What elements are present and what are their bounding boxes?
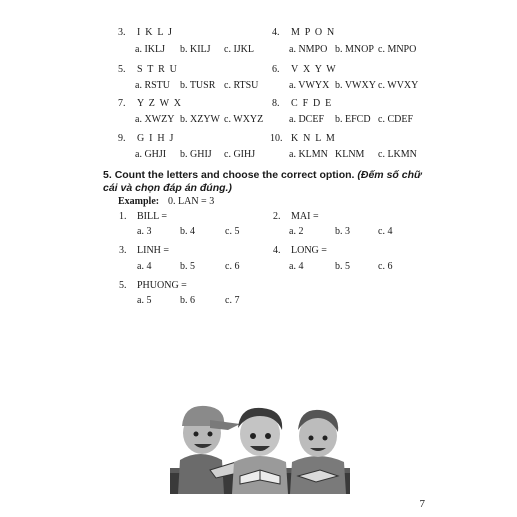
item-number: 3. — [118, 27, 126, 38]
option-b: KLNM — [335, 149, 365, 160]
item-number: 4. — [273, 245, 281, 256]
option-c: c. 6 — [378, 261, 393, 272]
section-number: 5. — [103, 169, 112, 181]
option-c: c. CDEF — [378, 114, 413, 125]
item-letters: S T R U — [137, 64, 179, 75]
option-a: a. 5 — [137, 295, 152, 306]
option-a: a. NMPO — [289, 44, 328, 55]
item-letters: C F D E — [291, 98, 333, 109]
option-b: b. XZYW — [180, 114, 220, 125]
item-word: LINH = — [137, 245, 170, 256]
item-letters: K N L M — [291, 133, 336, 144]
option-a: a. RSTU — [135, 80, 170, 91]
example-text: 0. LAN = 3 — [168, 196, 215, 207]
item-word: MAI = — [291, 211, 319, 222]
option-b: b. 5 — [180, 261, 195, 272]
item-number: 7. — [118, 98, 126, 109]
option-c: c. IJKL — [224, 44, 254, 55]
option-a: a. XWZY — [135, 114, 175, 125]
option-b: b. EFCD — [335, 114, 371, 125]
option-b: b. VWXY — [335, 80, 376, 91]
section-heading — [103, 169, 433, 194]
item-letters: Y Z W X — [137, 98, 183, 109]
option-b: b. KILJ — [180, 44, 211, 55]
option-a: a. DCEF — [289, 114, 324, 125]
option-b: b. TUSR — [180, 80, 216, 91]
option-a: a. 4 — [137, 261, 152, 272]
children-studying-illustration — [170, 398, 350, 494]
item-number: 3. — [119, 245, 127, 256]
option-a: a. 4 — [289, 261, 304, 272]
option-b: b. 5 — [335, 261, 350, 272]
item-letters: V X Y W — [291, 64, 337, 75]
option-a: a. GHJI — [135, 149, 167, 160]
item-number: 10. — [270, 133, 283, 144]
item-letters: I K L J — [137, 27, 174, 38]
option-c: c. LKMN — [378, 149, 417, 160]
option-b: b. 6 — [180, 295, 195, 306]
option-c: c. MNPO — [378, 44, 417, 55]
option-c: c. GIHJ — [224, 149, 256, 160]
option-a: a. 2 — [289, 226, 304, 237]
item-number: 2. — [273, 211, 281, 222]
option-c: c. WVXY — [378, 80, 419, 91]
option-b: b. 4 — [180, 226, 195, 237]
option-c: c. 6 — [225, 261, 240, 272]
option-c: c. WXYZ — [224, 114, 264, 125]
option-b: b. MNOP — [335, 44, 374, 55]
item-word: PHUONG = — [137, 280, 187, 291]
item-number: 6. — [272, 64, 280, 75]
item-number: 8. — [272, 98, 280, 109]
option-a: a. VWYX — [289, 80, 330, 91]
item-number: 1. — [119, 211, 127, 222]
page-number: 7 — [419, 498, 425, 510]
option-b: b. 3 — [335, 226, 350, 237]
item-number: 9. — [118, 133, 126, 144]
option-c: c. 4 — [378, 226, 393, 237]
option-a: a. 3 — [137, 226, 152, 237]
option-a: a. IKLJ — [135, 44, 165, 55]
item-number: 5. — [119, 280, 127, 291]
section-title-english: Count the letters and choose the correct option. — [114, 169, 355, 181]
section-title-vietnamese: (Đếm số chữ cái và chọn đáp án đúng.) — [103, 169, 422, 194]
option-c: c. 5 — [225, 226, 240, 237]
option-a: a. KLMN — [289, 149, 328, 160]
example-label: Example: — [118, 196, 160, 207]
option-b: b. GHIJ — [180, 149, 212, 160]
item-number: 4. — [272, 27, 280, 38]
option-c: c. RTSU — [224, 80, 259, 91]
item-letters: M P O N — [291, 27, 336, 38]
item-letters: G I H J — [137, 133, 175, 144]
item-word: LONG = — [291, 245, 327, 256]
option-c: c. 7 — [225, 295, 240, 306]
item-number: 5. — [118, 64, 126, 75]
item-word: BILL = — [137, 211, 167, 222]
